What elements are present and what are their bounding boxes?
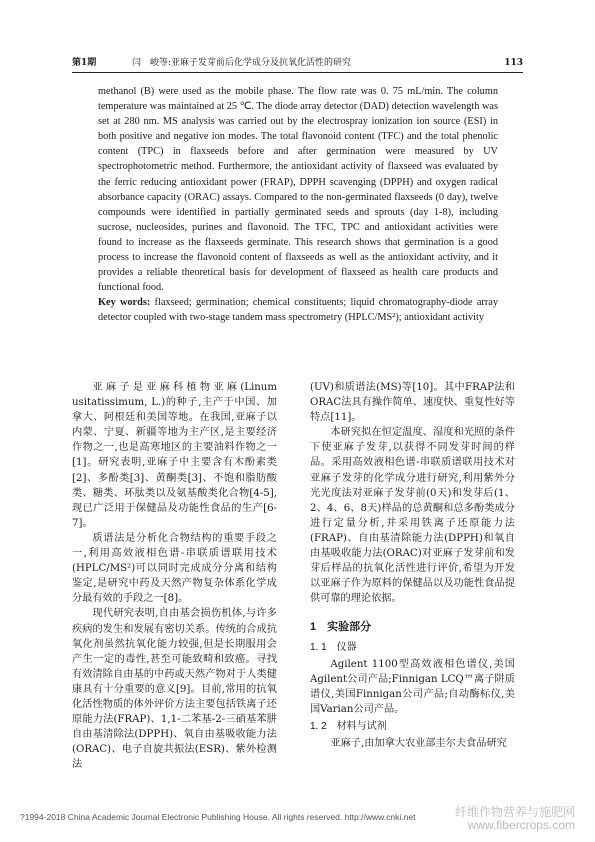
- intro-paragraph-2: 质谱法是分析化合物结构的重要手段之一,利用高效液相色谱-串联质谱联用技术(HPLC/MS²)可以同时完成成分分离和结构鉴定,是研究中药及天然产物复杂体系化学成分最有效的手段之一[8]。: [72, 532, 277, 605]
- keywords-text: flaxseed; germination; chemical constituents; liquid chromatography-diode array detector coupled with two-stage tandem mass spectrometry (HPLC/MS²); antioxidant activity: [98, 297, 498, 324]
- subsection-heading-materials: 1. 2 材料与试剂: [310, 720, 387, 732]
- issue-number: 第1期: [72, 58, 97, 68]
- left-column: [72, 380, 277, 772]
- intro-paragraph-3: 现代研究表明,自由基会损伤机体,与许多疾病的发生和发展有密切关系。传统的合成抗氧化剂虽然抗氧化能力较强,但是长期服用会产生一定的毒性,甚至可能致畸和致癌。寻找有效清除自由基的中药或天然产物对于人类健康具有十分重要的意义[9]。目前,常用的抗氧化活性物质的体外评价方法主要包括铁离子还原能力法(FRAP)、1,1-二苯基-2-三硝基苯肼自由基清除法(DPPH)、氧自由基吸收能力法(ORAC)、电子自旋共振法(ESR)、紫外检测法: [72, 608, 277, 771]
- running-title: 闫 峻等:亚麻子发芽前后化学成分及抗氧化活性的研究: [132, 58, 352, 68]
- intro-paragraph-1: 亚麻子是亚麻科植物亚麻(Linum usitatissimum, L.)的种子,主产于中国、加拿大、阿根廷和美国等地。在我国,亚麻子以内蒙、宁夏、新疆等地为主产区,是主要经济作物之一,也是高寒地区的主要油料作物之一[1]。研究表明,亚麻子中主要含有木酚素类[2]、多酚类[3]、黄酮类[3]、不饱和脂肪酸类、糖类、环肽类以及氨基酸类化合物[4-5],现已广泛用于保健品及功能性食品的生产[6-7]。: [72, 382, 277, 529]
- header-rule: [72, 72, 523, 73]
- subsection-heading-instruments: 1. 1 仪器: [310, 641, 357, 653]
- copyright-notice: ?1994-2018 China Academic Journal Electronic Publishing House. All rights reserved. http://www.cnki.net: [20, 812, 416, 822]
- english-abstract: [98, 84, 498, 326]
- section-heading-experimental: 1 实验部分: [310, 621, 372, 634]
- instruments-paragraph: Agilent 1100型高效液相色谱仪,美国Agilent公司产品;Finnigan LCQ™离子阱质谱仪,美国Finnigan公司产品;自动酶标仪,美国Varian公司产品。: [310, 658, 515, 715]
- materials-paragraph: 亚麻子,由加拿大农业部圭尔夫食品研究: [330, 738, 507, 750]
- keywords-label: Key words:: [98, 297, 151, 309]
- running-header: [72, 56, 523, 70]
- right-column: [310, 380, 515, 751]
- keywords-line: [98, 295, 498, 325]
- watermark-url: www.fibercrops.com: [467, 818, 575, 832]
- intro-paragraph-5: 本研究拟在恒定温度、湿度和光照的条件下使亚麻子发芽,以获得不同发芽时间的样品。采用高效液相色谱-串联质谱联用技术对亚麻子发芽的化学成分进行研究,利用紫外分光光度法对亚麻子发芽前(0天)和发芽后(1、2、4、6、8天)样品的总黄酮和总多酚类成分进行定量分析,并采用铁离子还原能力法(FRAP)、自由基清除能力法(DPPH)和氧自由基吸收能力法(ORAC)对亚麻子发芽前和发芽后样品的抗氧化活性进行评价,希望为开发以亚麻子作为原料的保健品以及功能性食品提供可靠的理论依据。: [310, 427, 515, 605]
- watermark-cn: 纤维作物营养与施肥网: [454, 805, 575, 819]
- site-watermark: [455, 806, 575, 832]
- page-number: 113: [504, 58, 523, 68]
- intro-paragraph-4: (UV)和质谱法(MS)等[10]。其中FRAP法和ORAC法具有操作简单、速度快、重复性好等特点[11]。: [310, 382, 515, 424]
- abstract-text: methanol (B) were used as the mobile phase. The flow rate was 0. 75 mL/min. The column temperature was maintained at 25 ℃. The diode array detector (DAD) detection wavelength was set at 280 nm. MS analysis was carried out by the electrospray ionization ion source (ESI) in both positive and negative ion modes. The total flavonoid content (TFC) and the total phenolic content (TPC) in flaxseeds before and after germination were measured by UV spectrophotometric method. Furthermore, the antioxidant activity of flaxseed was evaluated by the ferric reducing antioxidant power (FRAP), DPPH scavenging (DPPH) and oxygen radical absorbance capacity (ORAC) assays. Compared to the non-germinated flaxseeds (0 day), twelve compounds were identified in partially germinated seeds and sprouts (day 1-8), including sucrose, nucleosides, purines and flavonoid. The TFC, TPC and antioxidant activities were found to increase as the flaxseeds germinate. This research shows that germination is a good process to increase the flavonoid content of flaxseeds as well as the antioxidant activity, and it provides a reliable theoretical basis for development of flaxseed as health care products and functional food.: [98, 86, 498, 294]
